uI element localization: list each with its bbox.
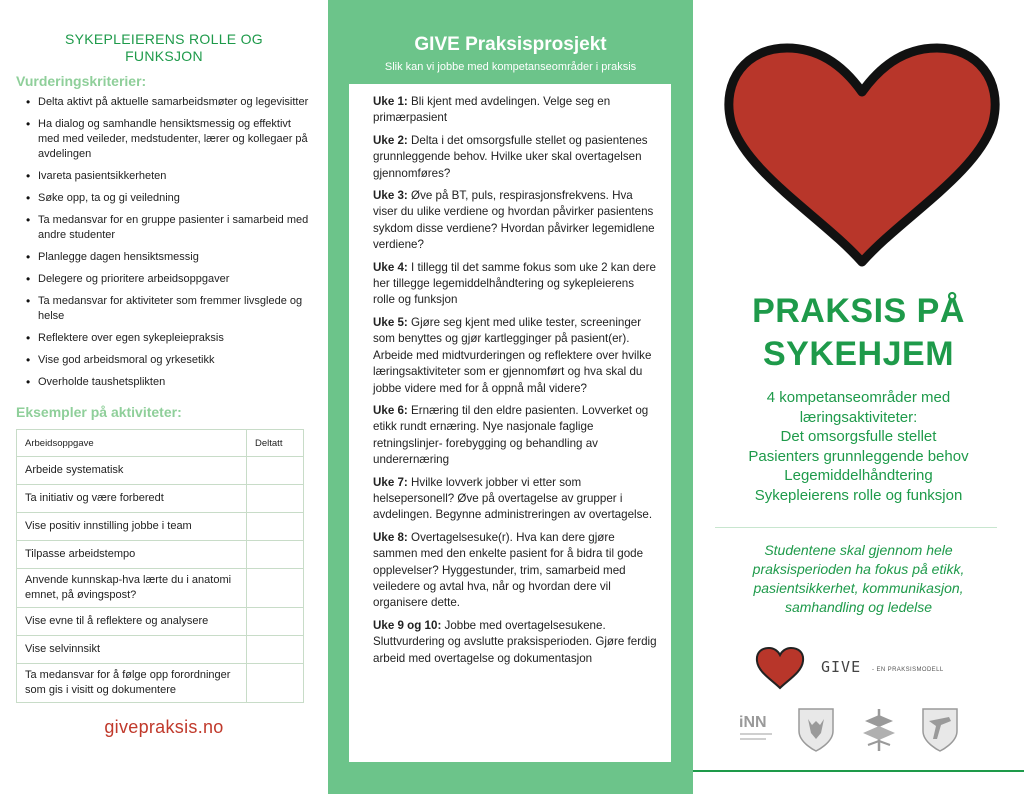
table-row: [17, 457, 304, 485]
week-text: Gjøre seg kjent med ulike tester, screeninger som benyttes og gjør kartlegginger på pasient(er). Arbeide med midtvurderingen og reflektere over hvilke læringsaktiviteter som er gjennomført og hva skal du jobbe videre med for å oppnå mål videre?: [373, 315, 652, 395]
middle-panel: [328, 0, 693, 794]
week-label: Uke 5:: [373, 315, 408, 329]
week-label: Uke 9 og 10:: [373, 618, 442, 632]
competence-line: Pasienters grunnleggende behov: [748, 447, 969, 465]
week-label: Uke 7:: [373, 475, 408, 489]
week-item: [373, 530, 657, 612]
give-logo-text: GIVE: [821, 658, 862, 676]
heart-icon: [719, 40, 1005, 268]
table-row: [17, 485, 304, 513]
examples-heading: Eksempler på aktiviteter:: [16, 404, 182, 420]
table-header-participated: Deltatt: [247, 430, 304, 457]
week-text: Ernæring til den eldre pasienten. Lovverket og etikk rundt ernæring. Nye nasjonale faglige retningslinjer- forebygging og behandling av underernæring: [373, 403, 649, 467]
give-logo-tagline: - EN PRAKSISMODELL: [872, 667, 944, 673]
task-cell: Vise evne til å reflektere og analysere: [17, 608, 247, 636]
participated-cell[interactable]: [247, 636, 304, 664]
week-item: [373, 94, 657, 127]
criteria-item: • Ha dialog og samhandle hensiktsmessig og effektivt med med veileder, medstudenter, lærer og kollegaer på avdelingen: [16, 117, 312, 162]
inn-logo-text: iNN: [739, 714, 767, 731]
week-item: [373, 618, 657, 667]
criteria-item: • Vise god arbeidsmoral og yrkesetikk: [16, 353, 312, 368]
competence-line: læringsaktiviteter:: [799, 408, 918, 426]
week-item: [373, 260, 657, 309]
competence-line: 4 kompetanseområder med: [766, 389, 951, 406]
website-link[interactable]: givepraksis.no: [104, 717, 224, 737]
right-panel: [693, 0, 1024, 794]
participated-cell[interactable]: [247, 541, 304, 569]
week-text: Bli kjent med avdelingen. Velge seg en primærpasient: [373, 95, 611, 125]
task-cell: Vise selvinnsikt: [17, 636, 247, 664]
week-item: [373, 188, 657, 254]
competence-line: Sykepleierens rolle og funksjon: [754, 486, 963, 504]
table-row: [17, 569, 304, 608]
participated-cell[interactable]: [247, 513, 304, 541]
week-label: Uke 6:: [373, 403, 408, 417]
county-crest-icon: [923, 709, 957, 751]
participated-cell[interactable]: [247, 664, 304, 703]
small-heart-icon: [755, 646, 805, 690]
brochure-title: PRAKSIS PÅ SYKEHJEM: [752, 292, 965, 373]
table-row: [17, 541, 304, 569]
task-cell: Arbeide systematisk: [17, 457, 247, 485]
week-label: Uke 4:: [373, 260, 408, 274]
task-cell: Anvende kunnskap-hva lærte du i anatomi emnet, på øvingspost?: [17, 569, 247, 608]
table-header-row: [17, 430, 304, 457]
partner-logos: [737, 705, 987, 755]
project-subtitle: Slik kan vi jobbe med kompetanseområder i praksis: [384, 61, 637, 73]
week-text: I tillegg til det samme fokus som uke 2 kan dere her tillegge legemiddelhåndtering og sykepleierens rolle og funksjon: [373, 260, 656, 307]
task-cell: Ta initiativ og være forberedt: [17, 485, 247, 513]
criteria-item: • Reflektere over egen sykepleiepraksis: [16, 331, 312, 346]
give-logo: [755, 646, 995, 690]
participated-cell[interactable]: [247, 608, 304, 636]
criteria-item: • Delegere og prioritere arbeidsoppgaver: [16, 272, 312, 287]
participated-cell[interactable]: [247, 485, 304, 513]
focus-note: Studentene skal gjennom hele praksisperioden ha fokus på etikk, pasientsikkerhet, kommunikasjon, samhandling og ledelse: [752, 542, 965, 615]
week-text: Overtagelsesuke(r). Hva kan dere gjøre sammen med den enkelte pasient for å bidra til gode opplevelser? Hyggestunder, trim, samarbeid med veiledere og avtal hva, når og hvordan dere vil organisere dette.: [373, 530, 644, 610]
participated-cell[interactable]: [247, 569, 304, 608]
criteria-item: • Ta medansvar for en gruppe pasienter i samarbeid med andre studenter: [16, 213, 312, 243]
criteria-list: [16, 95, 312, 390]
left-panel-title: SYKEPLEIERENS ROLLE OG FUNKSJON: [64, 31, 263, 64]
week-text: Delta i det omsorgsfulle stellet og pasientenes grunnleggende behov. Hvilke uker skal overtagelsen gjennomføres?: [373, 133, 648, 180]
table-row: [17, 608, 304, 636]
task-cell: Vise positiv innstilling jobbe i team: [17, 513, 247, 541]
criteria-item: • Delta aktivt på aktuelle samarbeidsmøter og legevisitter: [16, 95, 312, 110]
weekly-plan: [349, 84, 671, 762]
week-label: Uke 1:: [373, 95, 408, 108]
table-row: [17, 664, 304, 703]
table-row: [17, 513, 304, 541]
tree-emblem-icon: [863, 709, 895, 751]
participated-cell[interactable]: [247, 457, 304, 485]
competence-line: Legemiddelhåndtering: [784, 467, 933, 484]
criteria-item: • Ivareta pasientsikkerheten: [16, 169, 312, 184]
week-text: Hvilke lovverk jobber vi etter som helsepersonell? Øve på overtagelse av grupper i avdelingen. Begynne administreringen av overtagelse.: [373, 475, 653, 522]
criteria-item: • Søke opp, ta og gi veiledning: [16, 191, 312, 206]
institution-logos: [737, 705, 987, 755]
week-item: [373, 403, 657, 469]
week-text: Jobbe med overtagelsesukene. Sluttvurdering og avslutte praksisperioden. Gjøre ferdig arbeid med overtagelse og dokumentasjon: [373, 618, 657, 665]
criteria-item: • Ta medansvar for aktiviteter som fremmer livsglede og helse: [16, 294, 312, 324]
week-item: [373, 475, 657, 524]
bottom-rule: [693, 770, 1024, 772]
left-panel: [0, 0, 328, 794]
week-item: [373, 315, 657, 397]
week-label: Uke 8:: [373, 530, 408, 544]
criteria-item: • Overholde taushetsplikten: [16, 375, 312, 390]
table-header-task: Arbeidsoppgave: [17, 430, 247, 457]
activities-table: [16, 429, 304, 703]
inn-logo-icon: [739, 714, 772, 740]
week-item: [373, 133, 657, 182]
criteria-item: • Planlegge dagen hensiktsmessig: [16, 250, 312, 265]
week-label: Uke 2:: [373, 133, 408, 147]
project-title: GIVE Praksisprosjekt: [414, 34, 607, 55]
competence-line: Det omsorgsfulle stellet: [780, 428, 937, 445]
criteria-heading: Vurderingskriterier:: [16, 73, 147, 89]
table-row: [17, 636, 304, 664]
week-label: Uke 3:: [373, 189, 408, 203]
task-cell: Ta medansvar for å følge opp forordninger som gis i visitt og dokumentere: [17, 664, 247, 703]
competence-areas: [693, 388, 1024, 505]
task-cell: Tilpasse arbeidstempo: [17, 541, 247, 569]
divider: [715, 527, 997, 528]
moose-crest-icon: [799, 709, 833, 751]
week-text: Øve på BT, puls, respirasjonsfrekvens. Hva viser du ulike verdiene og hvordan påvirker pasientens sykdom disse verdiene? Hvordan påvirker legemidlene verdiene?: [373, 189, 655, 252]
